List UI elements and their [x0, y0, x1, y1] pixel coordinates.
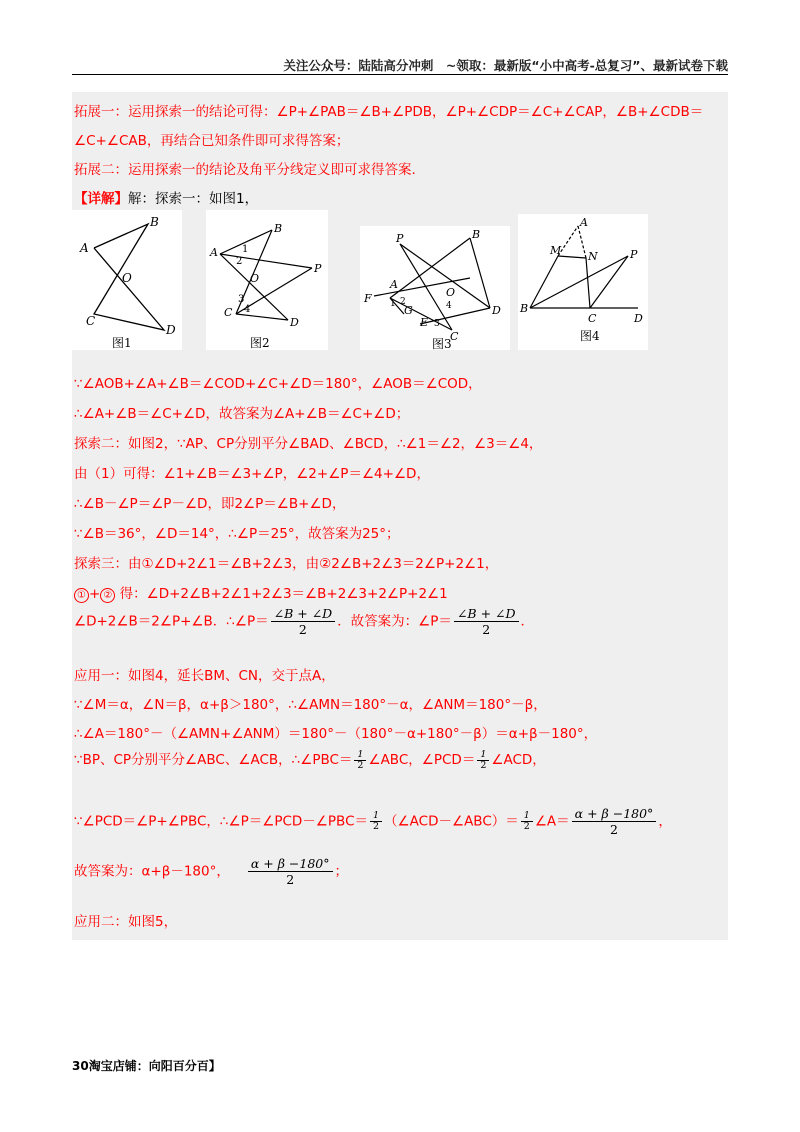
line-explore2-c: ∴∠B－∠P＝∠P－∠D，即2∠P＝∠B+∠D， [74, 496, 346, 512]
fig2-angle-4: 4 [244, 304, 251, 315]
fig2-label-A: A [210, 246, 218, 259]
fig2-caption: 图2 [250, 336, 270, 350]
fig1-label-C: C [86, 314, 96, 328]
fig3-caption: 图3 [432, 337, 452, 350]
line-explore3-c [74, 606, 534, 637]
fraction-numerator: 1 [521, 811, 533, 822]
apply1-text-f: ∠A＝ [534, 813, 570, 830]
line-explore2-d: ∵∠B＝36°，∠D＝14°，∴∠P＝25°，故答案为25°； [74, 526, 400, 542]
fraction-alpha-beta [572, 806, 657, 837]
fig4-label-P: P [630, 248, 638, 261]
circled-one: ① [74, 588, 89, 603]
fig4-caption: 图4 [580, 329, 600, 343]
fig3-label-B: B [472, 228, 481, 241]
apply1-text-d: ∵∠PCD＝∠P+∠PBC，∴∠P＝∠PCD－∠PBC＝ [74, 813, 368, 830]
fig4-label-D: D [634, 312, 643, 325]
fraction-numerator: α + β −180° [248, 856, 333, 872]
fraction-denominator: 2 [373, 821, 380, 832]
page-header: 关注公众号：陆陆高分冲刺 ~领取：最新版“小中高考-总复习”、最新试卷下载 [283, 58, 728, 73]
line-apply1-b: ∵∠M＝α，∠N＝β，α+β＞180°，∴∠AMN＝180°－α，∠ANM＝180°－β， [74, 697, 547, 713]
fraction-b-plus-d-answer [454, 606, 519, 637]
fraction-denominator: 2 [286, 872, 295, 887]
fig3-label-O: O [446, 286, 456, 299]
apply1-text-a: ∵BP、CP分别平分∠ABC、∠ACB，∴∠PBC＝ [74, 752, 353, 768]
header-rule [72, 74, 728, 75]
fraction-half [521, 811, 533, 832]
line-apply1-d [74, 748, 546, 771]
line-detail [74, 187, 258, 207]
fig1-label-A: A [80, 241, 89, 255]
fraction-numerator: 1 [477, 750, 489, 761]
line-explore3-b [74, 582, 448, 603]
fraction-denominator: 2 [357, 759, 364, 771]
fig4-label-M: M [550, 244, 562, 257]
fig4-label-A: A [580, 216, 588, 229]
line-explore2-b: 由（1）可得：∠1+∠B＝∠3+∠P，∠2+∠P＝∠4+∠D， [74, 466, 430, 482]
fig1-label-D: D [166, 323, 176, 337]
fig2-angle-2: 2 [236, 256, 243, 267]
fig3-angle-4: 4 [446, 301, 452, 311]
explore3-text-a: ∠D+2∠B＝2∠P+∠B．∴∠P＝ [74, 613, 269, 630]
fraction-half [354, 750, 366, 771]
fraction-half [370, 811, 382, 832]
figure-2 [206, 210, 328, 350]
fraction-numerator: 1 [354, 750, 366, 761]
page-footer: 30淘宝店铺：向阳百分百】 [72, 1059, 221, 1073]
fig3-label-F: F [364, 292, 372, 305]
fig3-angle-2: 2 [400, 297, 406, 307]
fig4-label-N: N [588, 250, 598, 263]
apply1-text-c: ∠ACD， [491, 752, 546, 768]
line-explore2-a: 探索二：如图2，∵AP、CP分别平分∠BAD、∠BCD，∴∠1＝∠2，∠3＝∠4， [74, 436, 543, 452]
fig4-label-C: C [588, 312, 597, 325]
plus-sign: + [89, 586, 101, 602]
fig3-label-A: A [390, 278, 398, 291]
fig3-label-D: D [492, 304, 501, 317]
fraction-numerator: ∠B + ∠D [454, 606, 519, 622]
fig2-label-O: O [250, 272, 260, 285]
fig4-label-B: B [520, 302, 529, 315]
line-explore1-a: ∵∠AOB+∠A+∠B＝∠COD+∠C+∠D＝180°，∠AOB＝∠COD， [74, 376, 482, 392]
sum-equation: 得：∠D+2∠B+2∠1+2∠3＝∠B+2∠3+2∠P+2∠1 [115, 586, 448, 602]
fraction-denominator: 2 [298, 622, 307, 637]
line-apply1-e [74, 806, 672, 837]
detail-text: 解：探索一：如图1， [128, 191, 259, 207]
fraction-numerator: ∠B + ∠D [271, 606, 336, 622]
line-apply2: 应用二：如图5， [74, 914, 178, 930]
fraction-denominator: 2 [523, 821, 530, 832]
fig2-angle-3: 3 [238, 294, 245, 305]
fraction-b-plus-d [271, 606, 336, 637]
explore3-text-b: ．故答案为：∠P＝ [337, 613, 452, 630]
fig2-label-B: B [274, 222, 283, 235]
fraction-denominator: 2 [482, 622, 491, 637]
fig2-angle-1: 1 [242, 244, 249, 255]
circled-two: ② [100, 588, 115, 603]
figure-4 [518, 214, 648, 350]
fraction-half [477, 750, 489, 771]
fig3-label-C: C [450, 330, 459, 343]
line-explore3-a: 探索三：由①∠D+2∠1＝∠B+2∠3，由②2∠B+2∠3＝2∠P+2∠1， [74, 556, 499, 572]
fraction-alpha-beta-answer [248, 856, 333, 887]
line-extension-1-cont: ∠C+∠CAB，再结合已知条件即可求得答案； [74, 133, 350, 149]
fig2-label-C: C [224, 306, 233, 319]
fig1-label-B: B [150, 215, 159, 229]
fig3-label-P: P [396, 232, 404, 245]
fraction-denominator: 2 [610, 822, 618, 837]
figure-3 [360, 226, 510, 350]
fig3-label-G: G [404, 304, 413, 317]
apply1-answer-a: 故答案为：α+β－180°， [74, 863, 230, 880]
fig3-angle-3: 3 [434, 319, 440, 329]
fig1-label-O: O [122, 271, 132, 285]
explore3-text-c: ． [520, 613, 535, 630]
detail-tag: 【详解】 [74, 191, 128, 207]
fraction-numerator: 1 [370, 811, 382, 822]
fig3-angle-1: 1 [390, 299, 396, 309]
apply1-text-g: ， [658, 813, 672, 830]
figure-1 [72, 210, 182, 350]
line-explore1-b: ∴∠A+∠B＝∠C+∠D，故答案为∠A+∠B＝∠C+∠D； [74, 406, 410, 422]
line-apply1-c: ∴∠A＝180°－（∠AMN+∠ANM）＝180°－（180°－α+180°－β）＝α+β－180°， [74, 726, 598, 742]
fraction-denominator: 2 [480, 759, 487, 771]
fig2-label-D: D [290, 316, 299, 329]
line-extension-1: 拓展一：运用探索一的结论可得：∠P+∠PAB＝∠B+∠PDB，∠P+∠CDP＝∠C+∠CAP，∠B+∠CDB＝ [74, 104, 704, 120]
fig3-label-E: E [420, 316, 429, 329]
fig1-caption: 图1 [112, 336, 132, 350]
line-apply1-a: 应用一：如图4，延长BM、CN，交于点A， [74, 668, 335, 684]
line-extension-2: 拓展二：运用探索一的结论及角平分线定义即可求得答案. [74, 162, 416, 178]
apply1-answer-b: ； [334, 863, 348, 880]
line-apply1-f [74, 856, 348, 887]
fig2-label-P: P [314, 262, 322, 275]
apply1-text-b: ∠ABC，∠PCD＝ [368, 752, 476, 768]
fraction-numerator: α + β −180° [572, 806, 657, 822]
apply1-text-e: （∠ACD－∠ABC）＝ [384, 813, 519, 830]
